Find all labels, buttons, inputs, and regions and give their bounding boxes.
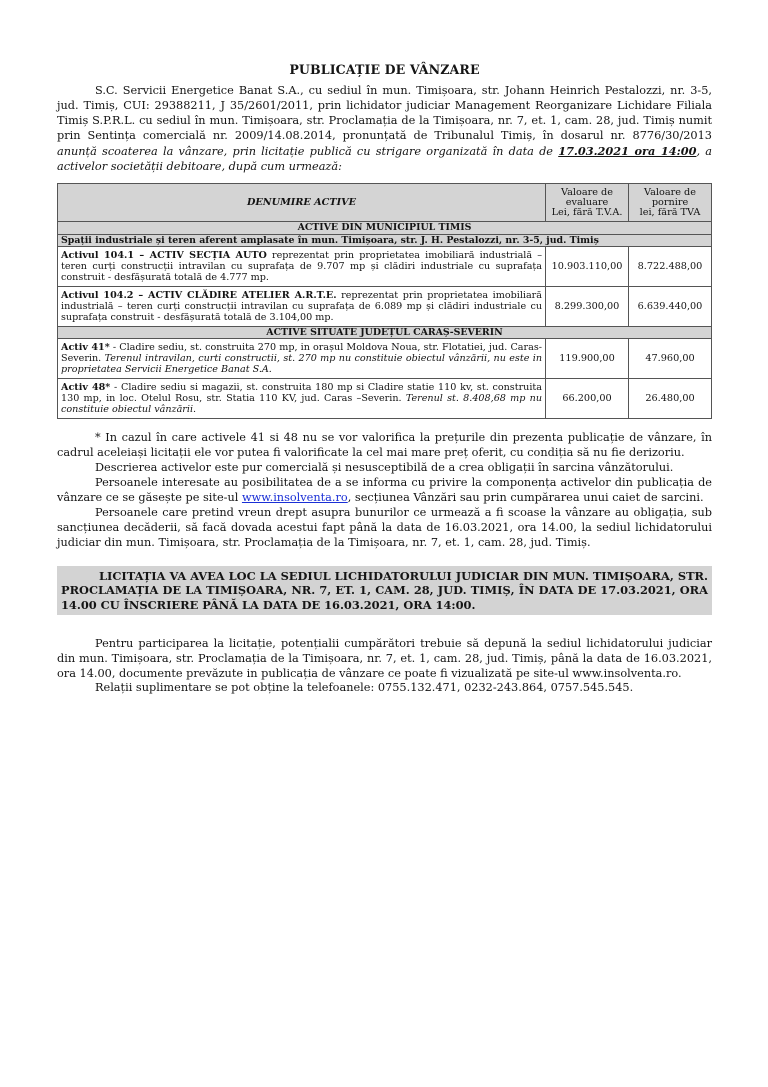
page-title: PUBLICAȚIE DE VÂNZARE [289,62,480,77]
asset-description [58,247,546,287]
insolventa-link[interactable]: www.insolventa.ro [241,490,348,504]
intro-italic-2: , a activelor societății debitoare, după cum urmează: [57,144,712,173]
auction-location-banner: LICITAȚIA VA AVEA LOC LA SEDIUL LICHIDATORULUI JUDICIAR DIN MUN. TIMIȘOARA, STR. PROCLAMAȚIA DE LA TIMIȘOARA, NR. 7, ET. 1, CAM. 28, JUD. TIMIȘ, ÎN DATA DE 17.03.2021, ORA 14.00 CU ÎNSCRIERE PÂNĂ LA DATA DE 16.03.2021, ORA 14:00. [57,566,712,615]
note-information [57,476,712,506]
asset-label: Activ 48* [61,381,111,393]
asset-label: Activul 104.1 – ACTIV SECȚIA AUTO [61,249,267,261]
asset-evaluation: 10.903.110,00 [546,247,629,287]
header-eval-line-1: Valoare de [561,186,613,198]
asset-text: - Cladire sediu si magazii, st. construita 180 mp si Cladire statie 110 kv, st. construita 130 mp, in loc. Otelul Rosu, str. Statia 110 KV, jud. Caras –Severin. [61,381,542,405]
assets-table [57,183,712,419]
header-eval-line-2: evaluare [565,196,609,208]
asset-description [58,287,546,327]
participation-paragraph: Pentru participarea la licitație, potențialii cumpărători trebuie să depună la sediul lichidatorului judiciar din mun. Timișoara, str. Proclamația de la Timișoara, nr. 7, et. 1, cam. 28, jud. Timiș, până la data de 16.03.2021, ora 14.00, documente prevăzute in publicația de vânzare ce poate fi vizualizată pe site-ul www.insolventa.ro. [57,636,712,680]
intro-text: S.C. Servicii Energetice Banat S.A., cu sediul în mun. Timișoara, str. Johann Heinrich Pestalozzi, nr. 3-5, jud. Timiș, CUI: 29388211, J 35/2601/2011, prin lichidator judiciar Management Reorganizare Lichidare Filiala Timiș S.P.R.L. cu sediul în mun. Timișoara, str. Proclamația de la Timișoara, nr. 7, et. 1, cam. 28, jud. Timiș numit prin Sentința comercială nr. 2009/14.08.2014, pronunțată de Tribunalul Timiș, în dosarul nr. 8776/30/2013 [57,84,712,142]
note-claims: Persoanele care pretind vreun drept asupra bunurilor ce urmează a fi scoase la vânzare au obligația, sub sancțiunea decăderii, să facă dovada acestui fapt până la data de 16.03.2021, ora 14.00, la sediul lichidatorului judiciar din mun. Timișoara, str. Proclamația de la Timișoara, nr. 7, et. 1, cam. 28, jud. Timiș. [57,505,712,549]
asset-starting: 6.639.440,00 [629,287,712,327]
asset-evaluation: 66.200,00 [546,379,629,419]
asset-note: Terenul st. 8.408,68 mp nu constituie obiectul vânzării. [61,393,542,416]
note-information-tail: , secțiunea Vânzări sau prin cumpărarea unui caiet de sarcini. [347,490,704,504]
section-timis: ACTIVE DIN MUNICIPIUL TIMIS [58,222,712,234]
table-row [58,339,712,379]
asset-label: Activ 41* [61,341,110,353]
table-row [58,379,712,419]
note-description: Descrierea activelor este pur comercială și nesusceptibilă de a crea obligații în sarcina vânzătorului. [95,461,674,475]
note-information-text: Persoanele interesate au posibilitatea de a se informa cu privire la componența activelor din publicația de vânzare ce se găsește pe site-ul [57,476,712,504]
asset-description [58,379,546,419]
contact-paragraph: Relații suplimentare se pot obține la telefoanele: 0755.132.471, 0232-243.864, 0757.545.545. [95,681,634,695]
intro-paragraph [57,84,712,174]
asset-text: reprezentat prin proprietatea imobiliară industrială – teren curți construcții intravilan cu suprafața de 9.707 mp și clădiri industriale cu suprafața construit - desfășurată totală de 4.777 mp. [61,249,542,284]
asset-starting: 47.960,00 [629,339,712,379]
asset-text: - Cladire sediu, st. construita 270 mp, in orașul Moldova Noua, str. Flotatiei, jud. Caras-Severin. [61,341,542,365]
table-section-row [58,222,712,234]
table-row [58,287,712,327]
header-evaluation-value [546,184,629,222]
asset-evaluation: 119.900,00 [546,339,629,379]
table-row [58,247,712,287]
asset-starting: 8.722.488,00 [629,247,712,287]
asset-description [58,339,546,379]
notes-section [57,431,712,550]
header-start-line-1: Valoare de [644,186,696,198]
sale-notice [57,62,712,696]
table-section-row [58,327,712,339]
final-section [57,637,712,697]
intro-italic-1: anunță scoaterea la vânzare, prin licitație publică cu strigare organizată în data de [57,144,559,158]
asset-label: Activul 104.2 – ACTIV CLĂDIRE ATELIER A.R.T.E. [61,289,337,301]
table-header-row [58,184,712,222]
asset-evaluation: 8.299.300,00 [546,287,629,327]
table-subsection-row [58,234,712,246]
header-asset-name: DENUMIRE ACTIVE [58,184,546,222]
auction-date: 17.03.2021 ora 14:00 [558,143,697,158]
asset-note: Terenul intravilan, curti constructii, st. 270 mp nu constituie obiectul vânzării, nu este in proprietatea Servicii Energetice Banat S.A. [61,353,542,376]
note-footnote: * In cazul în care activele 41 si 48 nu se vor valorifica la prețurile din prezenta publicație de vânzare, în cadrul aceleiași licitații ele vor putea fi valorificate la cel mai mare preț oferit, cu condiția să nu fie derizoriu. [57,431,712,460]
section-caras-severin: ACTIVE SITUATE JUDEȚUL CARAȘ-SEVERIN [58,327,712,339]
asset-text: reprezentat prin proprietatea imobiliară industrială – teren curți construcții intravilan cu suprafața de 6.089 mp și clădiri industriale cu suprafața construit - desfășurată totală de 3.104,00 mp. [61,289,542,324]
header-eval-line-3: Lei, fără T.V.A. [551,207,623,219]
header-start-line-3: lei, fără TVA [639,207,701,219]
header-start-line-2: pornire [651,196,689,208]
asset-starting: 26.480,00 [629,379,712,419]
subsection-timisoara: Spații industriale și teren aferent amplasate în mun. Timișoara, str. J. H. Pestalozzi, nr. 3-5, jud. Timiș [58,234,712,246]
header-starting-value [629,184,712,222]
